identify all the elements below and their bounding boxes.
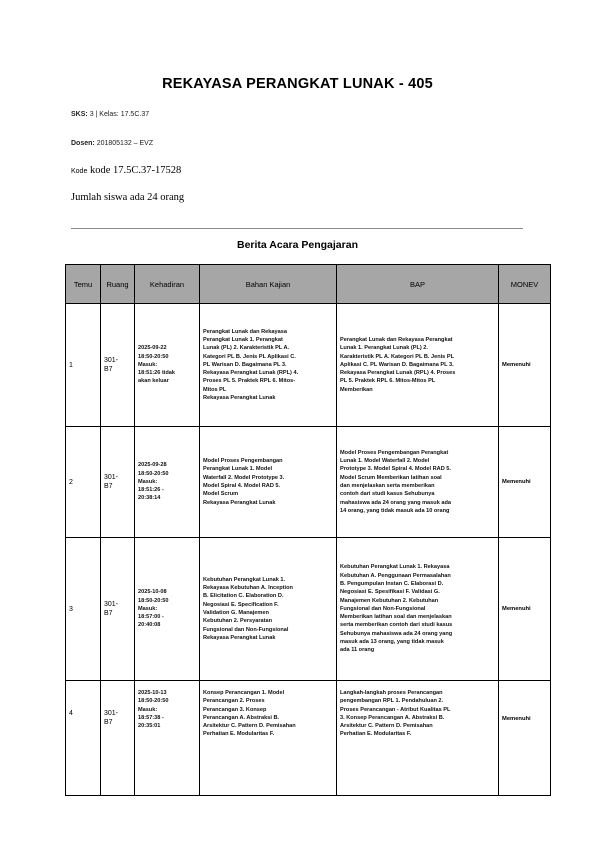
bap-table (65, 264, 551, 796)
cell-kehadiran (135, 304, 200, 427)
table-row (66, 304, 551, 427)
cell-bahan-kajian (200, 681, 337, 796)
cell-bahan-kajian (200, 304, 337, 427)
cell-bap-text: Kebutuhan Perangkat Lunak 1. Rekayasa Kebutuhan A. Penggunaan Permasalahan B. Pengumpulan Instan C. Elaborasi D. Negosiasi E. Spesifikasi F. Validasi G. Manajemen Kebutuhan 2. Kebutuhan Fungsional dan Non-Fungsional Memberikan latihan soal dan menjelaskan serta memberikan contoh dari studi kasus Sehubunya mahasiswa ada 24 orang yang masuk ada 13 orang, yang tidak masuk ada 11 orang (340, 564, 453, 654)
cell-bap (337, 538, 499, 681)
cell-ruang (101, 427, 135, 538)
cell-ruang (101, 681, 135, 796)
cell-ruang-text: 301- B7 (104, 357, 119, 373)
col-header-bahan-kajian: Bahan Kajian (200, 265, 337, 304)
dosen-label: Dosen: (71, 140, 95, 147)
cell-bahan-kajian (200, 538, 337, 681)
cell-monev-text: Memenuhi (502, 716, 531, 722)
document-title: REKAYASA PERANGKAT LUNAK - 405 (162, 76, 433, 92)
cell-temu (66, 538, 101, 681)
cell-monev (499, 427, 551, 538)
kode-line (71, 165, 181, 176)
cell-bap-text: Perangkat Lunak dan Rekayasa Perangkat Lunak 1. Perangkat Lunak (PL) 2. Karakteristik PL A. Kategori PL B. Jenis PL Aplikasi C. PL Warisan D. Bagaimana PL 3. Rekayasa Perangkat Lunak (RPL) 4. Proses PL 5. Praktek RPL 6. Mitos-Mitos PL Memberikan (340, 336, 456, 393)
table-title: Berita Acara Pengajaran (236, 239, 358, 251)
cell-kehadiran-text: 2025-10-08 18:50-20:50 Masuk: 18:57:00 - 20:40:08 (138, 589, 169, 629)
cell-bap (337, 681, 499, 796)
cell-kehadiran-text: 2025-09-22 18:50-20:50 Masuk: 18:51:26 tidak akan keluar (138, 345, 176, 385)
cell-monev-text: Memenuhi (502, 478, 531, 485)
cell-kehadiran (135, 538, 200, 681)
cell-ruang-text: 301- B7 (104, 601, 119, 617)
cell-bahan-text: Model Proses Pengembangan Perangkat Lunak 1. Model Waterfall 2. Model Prototype 3. Model Spiral 4. Model RAD 5. Model Scrum Rekayasa Perangkat Lunak (203, 458, 285, 506)
dosen-value: 201805132 – EVZ (96, 140, 154, 147)
cell-bap (337, 427, 499, 538)
cell-ruang (101, 304, 135, 427)
cell-ruang-text: 301- B7 (104, 474, 119, 490)
jumlah-line: Jumlah siswa ada 24 orang (71, 192, 185, 203)
sks-line (71, 111, 149, 118)
kode-text: kode 17.5C.37-17528 (89, 165, 182, 176)
dosen-line (71, 140, 153, 147)
cell-monev-text: Memenuhi (502, 361, 531, 368)
cell-bap-text: Model Proses Pengembangan Perangkat Lunak 1. Model Waterfall 2. Model Prototype 3. Model Spiral 4. Model RAD 5. Model Scrum Memberikan latihan soal dan menjelaskan serta memberikan contoh dari studi kasus Sehubunya mahasiswa ada 24 orang yang masuk ada 14 orang, yang tidak masuk ada 10 orang (340, 449, 451, 514)
col-header-monev: MONEV (499, 265, 551, 304)
table-row (66, 538, 551, 681)
cell-ruang (101, 538, 135, 681)
cell-ruang-text: 301- B7 (104, 710, 119, 726)
sks-value: 3 | Kelas: 17.5C.37 (89, 111, 150, 118)
cell-bahan-kajian (200, 427, 337, 538)
col-header-bap: BAP (337, 265, 499, 304)
col-header-ruang: Ruang (101, 265, 135, 304)
cell-temu-text: 3 (69, 605, 73, 613)
cell-temu-text: 1 (69, 361, 73, 369)
cell-bahan-text: Perangkat Lunak dan Rekayasa Perangkat Lunak 1. Perangkat Lunak (PL) 2. Karakteristik PL A. Kategori PL B. Jenis PL Aplikasi C. PL Warisan D. Bagaimana PL 3. Rekayasa Perangkat Lunak (RPL) 4. Proses PL 5. Praktek RPL 6. Mitos- Mitos PL Rekayasa Perangkat Lunak (203, 328, 299, 402)
cell-monev (499, 304, 551, 427)
table-header-row (66, 265, 551, 304)
cell-monev (499, 538, 551, 681)
cell-kehadiran (135, 681, 200, 796)
col-header-kehadiran: Kehadiran (135, 265, 200, 304)
col-header-temu: Temu (66, 265, 101, 304)
cell-bahan-text: Kebutuhan Perangkat Lunak 1. Rekayasa Kebutuhan A. Inception B. Elicitation C. Elaboration D. Negosiasi E. Specification F. Validation G. Manajemen Kebutuhan 2. Persyaratan Fungsional dan Non-Fungsional Rekayasa Perangkat Lunak (203, 576, 293, 641)
cell-kehadiran-text: 2025-09-28 18:50-20:50 Masuk: 18:51:26 - 20:38:14 (138, 462, 169, 502)
cell-bap-text: Langkah-langkah proses Perancangan pengembangan RPL 1. Pendahuluan 2. Proses Perancangan - Atribut Kualitas PL 3. Konsep Perancangan A. Abstraksi B. Arsitektur C. Pattern D. Pemisahan Perhatian E. Modularitas F. (340, 690, 451, 738)
cell-monev (499, 681, 551, 796)
cell-temu (66, 427, 101, 538)
sks-label: SKS: (71, 111, 88, 118)
cell-monev-text: Memenuhi (502, 605, 531, 612)
cell-temu (66, 304, 101, 427)
cell-bahan-text: Konsep Perancangan 1. Model Perancangan 2. Proses Perancangan 3. Konsep Perancangan A. Abstraksi B. Arsitektur C. Pattern D. Pemisahan Perhatian E. Modularitas F. (203, 690, 296, 738)
kode-prefix: Kode (71, 168, 88, 175)
cell-kehadiran-text: 2025-10-13 18:50-20:50 Masuk: 18:57:38 - 20:35:01 (138, 690, 169, 730)
cell-bap (337, 304, 499, 427)
cell-kehadiran (135, 427, 200, 538)
divider (71, 228, 523, 229)
cell-temu (66, 681, 101, 796)
table-row (66, 427, 551, 538)
table-row (66, 681, 551, 796)
cell-temu-text: 4 (69, 710, 73, 717)
cell-temu-text: 2 (69, 478, 73, 486)
